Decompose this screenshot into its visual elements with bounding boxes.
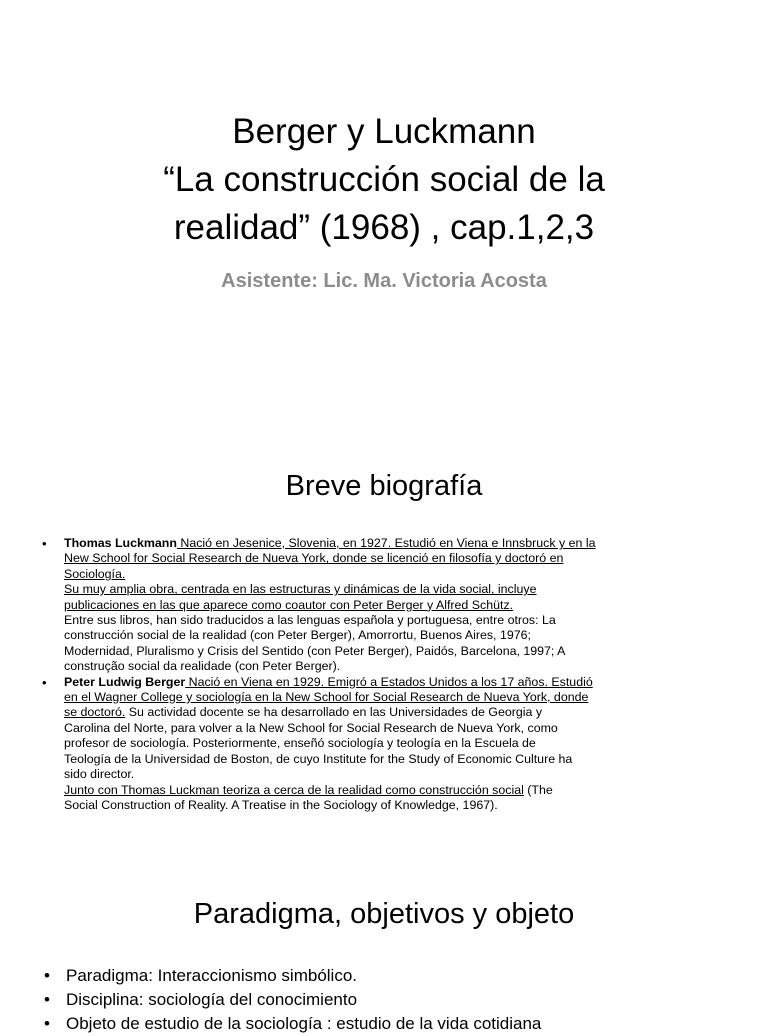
bio-text: Nació en Jesenice, Slovenia, en 1927. Estudió en Viena e Innsbruck y en la — [176, 536, 596, 550]
bio-line — [64, 783, 680, 798]
bio-section-title: Breve biografía — [285, 470, 483, 502]
bio-line: construção social da realidade (con Peter Berger). — [64, 659, 341, 674]
bio-list — [40, 536, 680, 813]
bio-name: Peter Ludwig Berger — [64, 674, 186, 689]
paradigm-item: • Objeto de estudio de la sociología : estudio de la vida cotidiana — [40, 1012, 728, 1036]
bio-text: se doctoró. — [64, 705, 126, 720]
bio-line: New School for Social Research de Nueva York, donde se licenció en filosofía y doctoró en — [64, 551, 564, 566]
subtitle: Asistente: Lic. Ma. Victoria Acosta — [221, 270, 547, 292]
bio-item-berger — [40, 675, 680, 814]
bio-line — [64, 705, 680, 720]
bio-line: en el Wagner College y sociología en la New School for Social Research de Nueva York, donde — [64, 690, 589, 705]
bio-line: Carolina del Norte, para volver a la New School for Social Research de Nueva York, como — [64, 720, 558, 735]
title-line: realidad” (1968) , cap.1,2,3 — [173, 208, 595, 247]
bio-line: Modernidad, Pluralismo y Crisis del Sentido (con Peter Berger), Paidós, Barcelona, 1997; A — [64, 643, 566, 658]
paradigm-list — [40, 964, 728, 1036]
bio-text: Junto con Thomas Luckman teoriza a cerca de la realidad como construcción social — [64, 782, 524, 797]
bio-name: Thomas Luckmann — [64, 536, 177, 550]
title-line: Berger y Luckmann — [232, 112, 536, 151]
paradigm-section-title: Paradigma, objetivos y objeto — [193, 898, 575, 930]
bio-line: Sociología. — [64, 566, 126, 581]
bio-line: profesor de sociología. Posteriormente, enseñó sociología y teología en la Escuela de — [64, 736, 536, 751]
bio-line: construcción social de la realidad (con Peter Berger), Amorrortu, Buenos Aires, 1976; — [64, 628, 531, 643]
main-title — [40, 108, 728, 252]
paradigm-item: • Paradigma: Interaccionismo simbólico. — [40, 964, 728, 988]
bio-line — [64, 536, 680, 551]
paradigm-item: • Disciplina: sociología del conocimiento — [40, 988, 728, 1012]
bio-line: sido director. — [64, 767, 135, 782]
bio-line: publicaciones en las que aparece como coautor con Peter Berger y Alfred Schütz. — [64, 597, 514, 612]
bio-text: Su actividad docente se ha desarrollado en las Universidades de Georgia y — [125, 705, 543, 720]
bio-text: Nació en Viena en 1929. Emigró a Estados Unidos a los 17 años. Estudió — [185, 674, 593, 689]
bio-line: Su muy amplia obra, centrada en las estructuras y dinámicas de la vida social, incluye — [64, 582, 537, 597]
bio-line: Social Construction of Reality. A Treatise in the Sociology of Knowledge, 1967). — [64, 797, 498, 812]
title-line: “La construcción social de la — [163, 160, 605, 199]
bio-line — [64, 675, 680, 690]
title-slide — [0, 0, 768, 330]
bio-item-luckmann — [40, 536, 680, 675]
bio-line: Teología de la Universidad de Boston, de cuyo Institute for the Study of Economic Culture ha — [64, 751, 573, 766]
bio-text: (The — [523, 782, 553, 797]
bio-line: Entre sus libros, han sido traducidos a las lenguas española y portuguesa, entre otros: La — [64, 613, 556, 628]
